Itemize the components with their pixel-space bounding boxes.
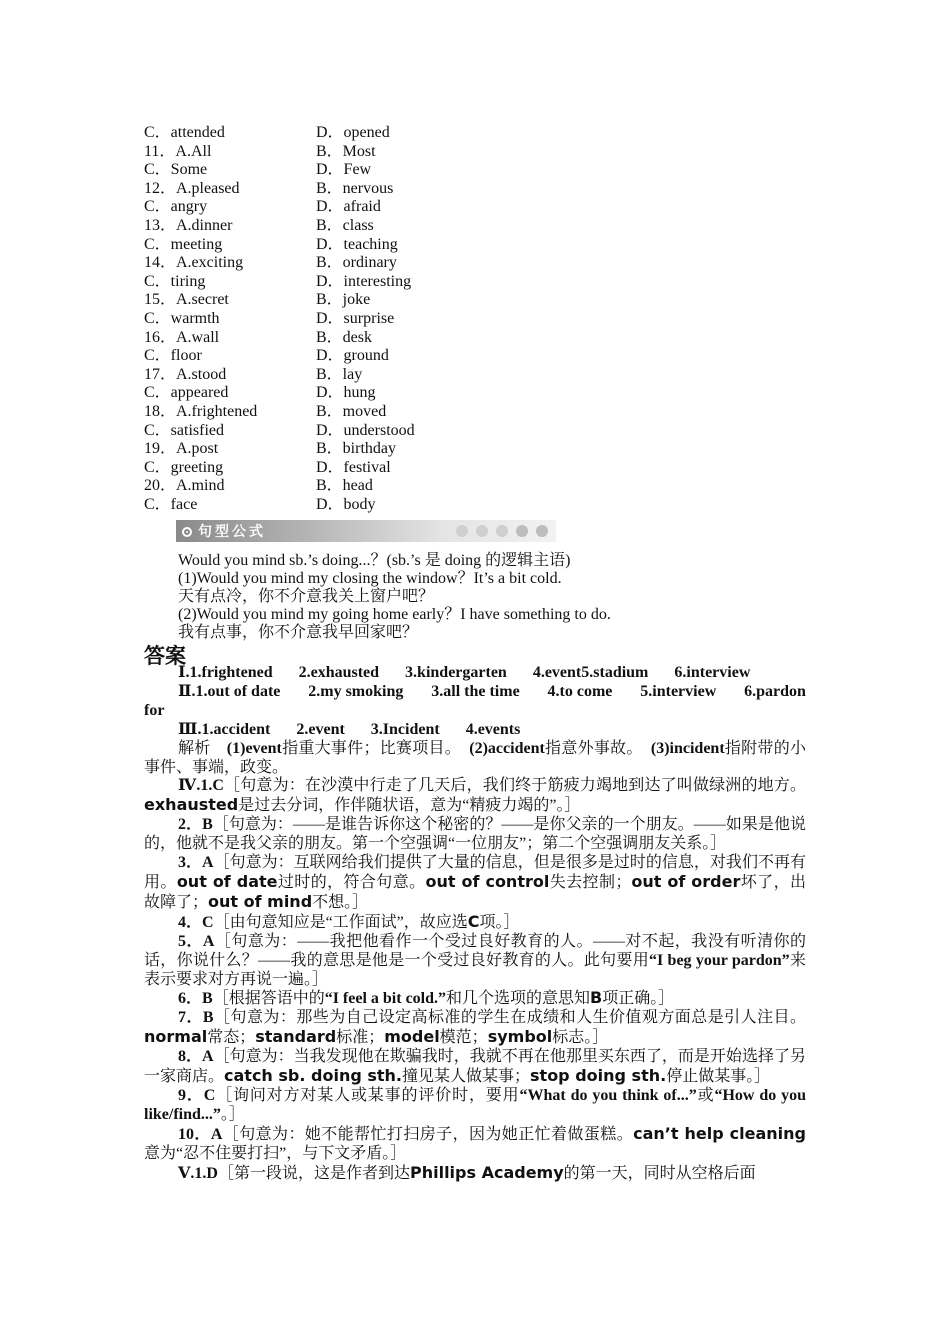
answers-heading: 答案 [144,644,186,668]
pattern-formula: Would you mind sb.’s doing...？(sb.’s 是 doing 的逻辑主语) [178,552,571,569]
option-left: C．appeared [144,384,229,402]
option-left: 11．A.All [144,142,212,160]
option-left: 12．A.pleased [144,179,240,197]
keyword: B [590,988,603,1008]
keyword: catch sb. doing sth. [224,1066,402,1086]
example-2-en: (2)Would you mind my going home early？I have something to do. [178,606,611,623]
explanation-text: 撞见某人做某事； [402,1068,531,1086]
explanation-text: ［句意为：——我把他看作一个受过良好教育的人。——对不起，我没有听清你的话，你说什么？——我的意思是他是一个受过良好教育的人。此句要用 [144,932,806,969]
explanation-text: 模范； [439,1029,488,1047]
explanation-text: 项正确。］ [602,990,675,1008]
answer-4-2 [144,816,806,854]
answer-4-7 [144,1009,806,1048]
answer-4-4 [144,913,806,933]
banner-text: 句型公式 [198,524,266,540]
dot-icon [516,525,528,537]
explanation-text: 停止做某事。］ [666,1068,771,1086]
keyword: can’t help cleaning [633,1123,806,1143]
answer-4-6 [144,989,806,1009]
option-right: B．joke [316,291,371,309]
question-number: 5．A [178,932,215,950]
option-right: D．festival [316,458,391,476]
explanation-text: 项。］ [479,913,520,931]
answer-item: Ⅲ.1.accident [178,720,271,738]
option-row [144,310,544,329]
option-right: D．ground [316,347,389,365]
explanation-text: 是过去分词，作伴随状语，意为“精疲力竭的”。］ [238,797,581,815]
answer-item: 4.events [465,720,521,738]
explanation-text: 意为“忍不住要打扫”，与下文矛盾。］ [144,1144,407,1162]
option-right: D．teaching [316,235,398,253]
option-left: 19．A.post [144,440,219,458]
option-right: B．desk [316,328,373,346]
option-left: C．greeting [144,458,224,476]
circle-bullet-icon [182,527,192,537]
keyword: Phillips Academy [409,1162,564,1182]
explanation-text: ［询问对方对某人或某事的评价时，要用 [215,1086,520,1104]
explanation-text: ［句意为：互联网给我们提供了大量的信息，但是很多是过时的信息，对我们不再有用。 [144,854,806,891]
option-left: C．angry [144,198,208,216]
answers-section [144,664,806,1183]
option-right: D．hung [316,384,376,402]
answer-item: 6.interview [674,664,751,681]
option-left: 14．A.exciting [144,254,244,272]
option-left: C．floor [144,347,202,365]
option-left: 15．A.secret [144,291,229,309]
answer-item: Ⅰ.1.frightened [178,664,273,681]
banner-dots [456,525,548,537]
option-right: D．understood [316,421,415,439]
explanation-text: 过时的，符合句意。 [277,873,426,891]
option-right: B．birthday [316,440,396,458]
option-row [144,291,544,310]
answer-item: for [144,701,165,719]
answer-item: 3.Incident [370,720,440,738]
explanation-label: 解析 [178,739,211,757]
option-right: B．ordinary [316,254,397,272]
explanation-text: 标志。］ [552,1029,609,1047]
option-left: 18．A.frightened [144,402,258,420]
keyword: standard [255,1027,337,1047]
option-left: C．tiring [144,272,206,290]
answer-4-5 [144,933,806,990]
sentence-pattern-banner [176,520,556,542]
answer-item: 6.pardon [744,682,806,700]
keyword: out of order [631,871,741,891]
question-number: 2．B [178,816,213,834]
option-left: 17．A.stood [144,365,227,383]
option-row [144,124,544,143]
dot-icon [536,525,548,537]
option-row [144,198,544,217]
option-row [144,180,544,199]
answer-4-10 [144,1125,806,1164]
answer-item: Ⅱ.1.out of date [178,682,281,700]
option-right: D．afraid [316,198,381,216]
keyword: (1)event [226,739,282,757]
explanation-paragraph [144,740,806,778]
option-right: D．Few [316,161,372,179]
question-number: 9．C [178,1086,216,1104]
explanation-text: ［句意为：在沙漠中行走了几天后，我们终于筋疲力竭地到达了叫做绿洲的地方。 [223,777,806,795]
explanation-text: 和几个选项的意思知 [446,990,591,1008]
option-row [144,440,544,459]
option-right: B．nervous [316,179,394,197]
example-1-en: (1)Would you mind my closing the window？It’s a bit cold. [178,570,562,587]
option-row [144,403,544,422]
keyword: symbol [487,1027,553,1047]
option-row [144,217,544,236]
explanation-text: ［句意为：——是谁告诉你这个秘密的？——是你父亲的一个朋友。——如果是他说的，他就不是我父亲的朋友。第一个空强调“一位朋友”；第二个空强调朋友关系。］ [144,816,806,853]
option-row [144,161,544,180]
option-right: D．interesting [316,272,412,290]
option-left: C．warmth [144,309,220,327]
answer-4-9 [144,1087,806,1125]
answer-section-2 [144,683,806,702]
option-row [144,347,544,366]
question-number: 3．A [178,854,214,872]
option-right: D．opened [316,124,390,141]
keyword: C [467,911,480,931]
question-number: Ⅳ.1.C [178,777,224,795]
keyword: stop doing sth. [530,1066,667,1086]
option-right: D．body [316,495,376,513]
explanation-text: 坏了，出故障了； [144,873,806,911]
explanation-text: ［句意为：她不能帮忙打扫房子，因为她正忙着做蛋糕。 [222,1125,634,1143]
explanation-text: 指附带的小事件、事端，政变。 [144,739,806,776]
answer-item: 5.interview [640,682,717,700]
option-right: B．moved [316,402,387,420]
option-left: C．satisfied [144,421,224,439]
keyword: (3)incident [650,739,725,757]
option-right: B．lay [316,365,363,383]
question-number: 8．A [178,1048,214,1066]
answer-item: 2.my smoking [308,682,404,700]
option-row [144,384,544,403]
option-row [144,459,544,478]
option-row [144,366,544,385]
keyword: “What do you think of...” [519,1086,697,1104]
option-left: C．attended [144,124,225,141]
example-1-zh: 天有点冷，你不介意我关上窗户吧？ [178,588,435,605]
option-row [144,236,544,255]
keyword: out of control [425,871,550,891]
question-number: Ⅴ.1.D [178,1164,218,1182]
answer-4-3 [144,854,806,913]
explanation-text: 不想。］ [312,893,369,911]
explanation-text: ［第一段说，这是作者到达 [217,1164,410,1182]
answer-item: 4.to come [547,682,613,700]
explanation-text: ［由句意知应是“工作面试”，故应选 [213,913,468,931]
option-left: 20．A.mind [144,477,225,495]
keyword: normal [144,1027,208,1047]
answer-item: 3.kindergarten [405,664,507,681]
option-right: B．Most [316,142,376,160]
explanation-text: 指重大事件；比赛项目。 [281,739,453,757]
answer-item: 2.exhausted [298,664,380,681]
sentence-pattern [178,552,818,642]
keyword: “How do you like/find...” [144,1086,806,1123]
explanation-text: ［根据答语中的 [212,990,325,1008]
keyword: (2)accident [469,739,545,757]
example-2-zh: 我有点事，你不介意我早回家吧？ [178,624,419,641]
option-row [144,329,544,348]
option-left: C．meeting [144,235,223,253]
answer-item: 3.all the time [431,682,520,700]
explanation-text: 指意外事故。 [544,739,635,757]
keyword: “I beg your pardon” [649,951,790,969]
keyword: “I feel a bit cold.” [324,990,447,1008]
explanation-text: 常态； [207,1029,256,1047]
keyword: exhausted [144,795,239,815]
option-left: C．Some [144,161,208,179]
explanation-text: ［句意为：当我发现他在欺骗我时，我就不再在他那里买东西了，而是开始选择了另一家商店。 [144,1048,806,1086]
options-list [144,124,544,514]
explanation-text: ［句意为：那些为自己设定高标准的学生在成绩和人生价值观方面总是引人注目。 [213,1009,806,1027]
answer-item: 4.event5.stadium [532,664,649,681]
dot-icon [496,525,508,537]
answer-4-8 [144,1048,806,1087]
option-left: C．face [144,495,198,513]
question-number: 4．C [178,913,214,931]
option-row [144,143,544,162]
explanation-text: 。］ [220,1105,245,1123]
option-row [144,254,544,273]
explanation-text: 来表示要求对方再说一遍。］ [144,951,806,988]
dot-icon [476,525,488,537]
keyword: out of date [176,871,278,891]
answer-section-3 [144,721,806,740]
explanation-text: 标准； [336,1029,385,1047]
option-right: B．head [316,477,373,495]
option-right: B．class [316,216,374,234]
explanation-text: 的第一天，同时从空格后面 [563,1164,756,1182]
question-number: 6．B [178,990,213,1008]
banner-label [176,521,266,541]
answer-4-1 [144,777,806,816]
option-row [144,273,544,292]
option-row [144,496,544,515]
answer-section-2-cont [144,702,806,721]
keyword: out of mind [208,891,313,911]
explanation-text: 失去控制； [549,873,632,891]
question-number: 7．B [178,1009,214,1027]
option-left: 13．A.dinner [144,216,233,234]
explanation-text: 或 [696,1086,715,1104]
keyword: model [384,1027,440,1047]
option-left: 16．A.wall [144,328,220,346]
question-number: 10．A [178,1125,223,1143]
answer-section-1 [144,664,806,683]
option-row [144,422,544,441]
option-right: D．surprise [316,309,395,327]
dot-icon [456,525,468,537]
answer-item: 2.event [296,720,345,738]
option-row [144,477,544,496]
answer-5-1 [144,1164,806,1184]
